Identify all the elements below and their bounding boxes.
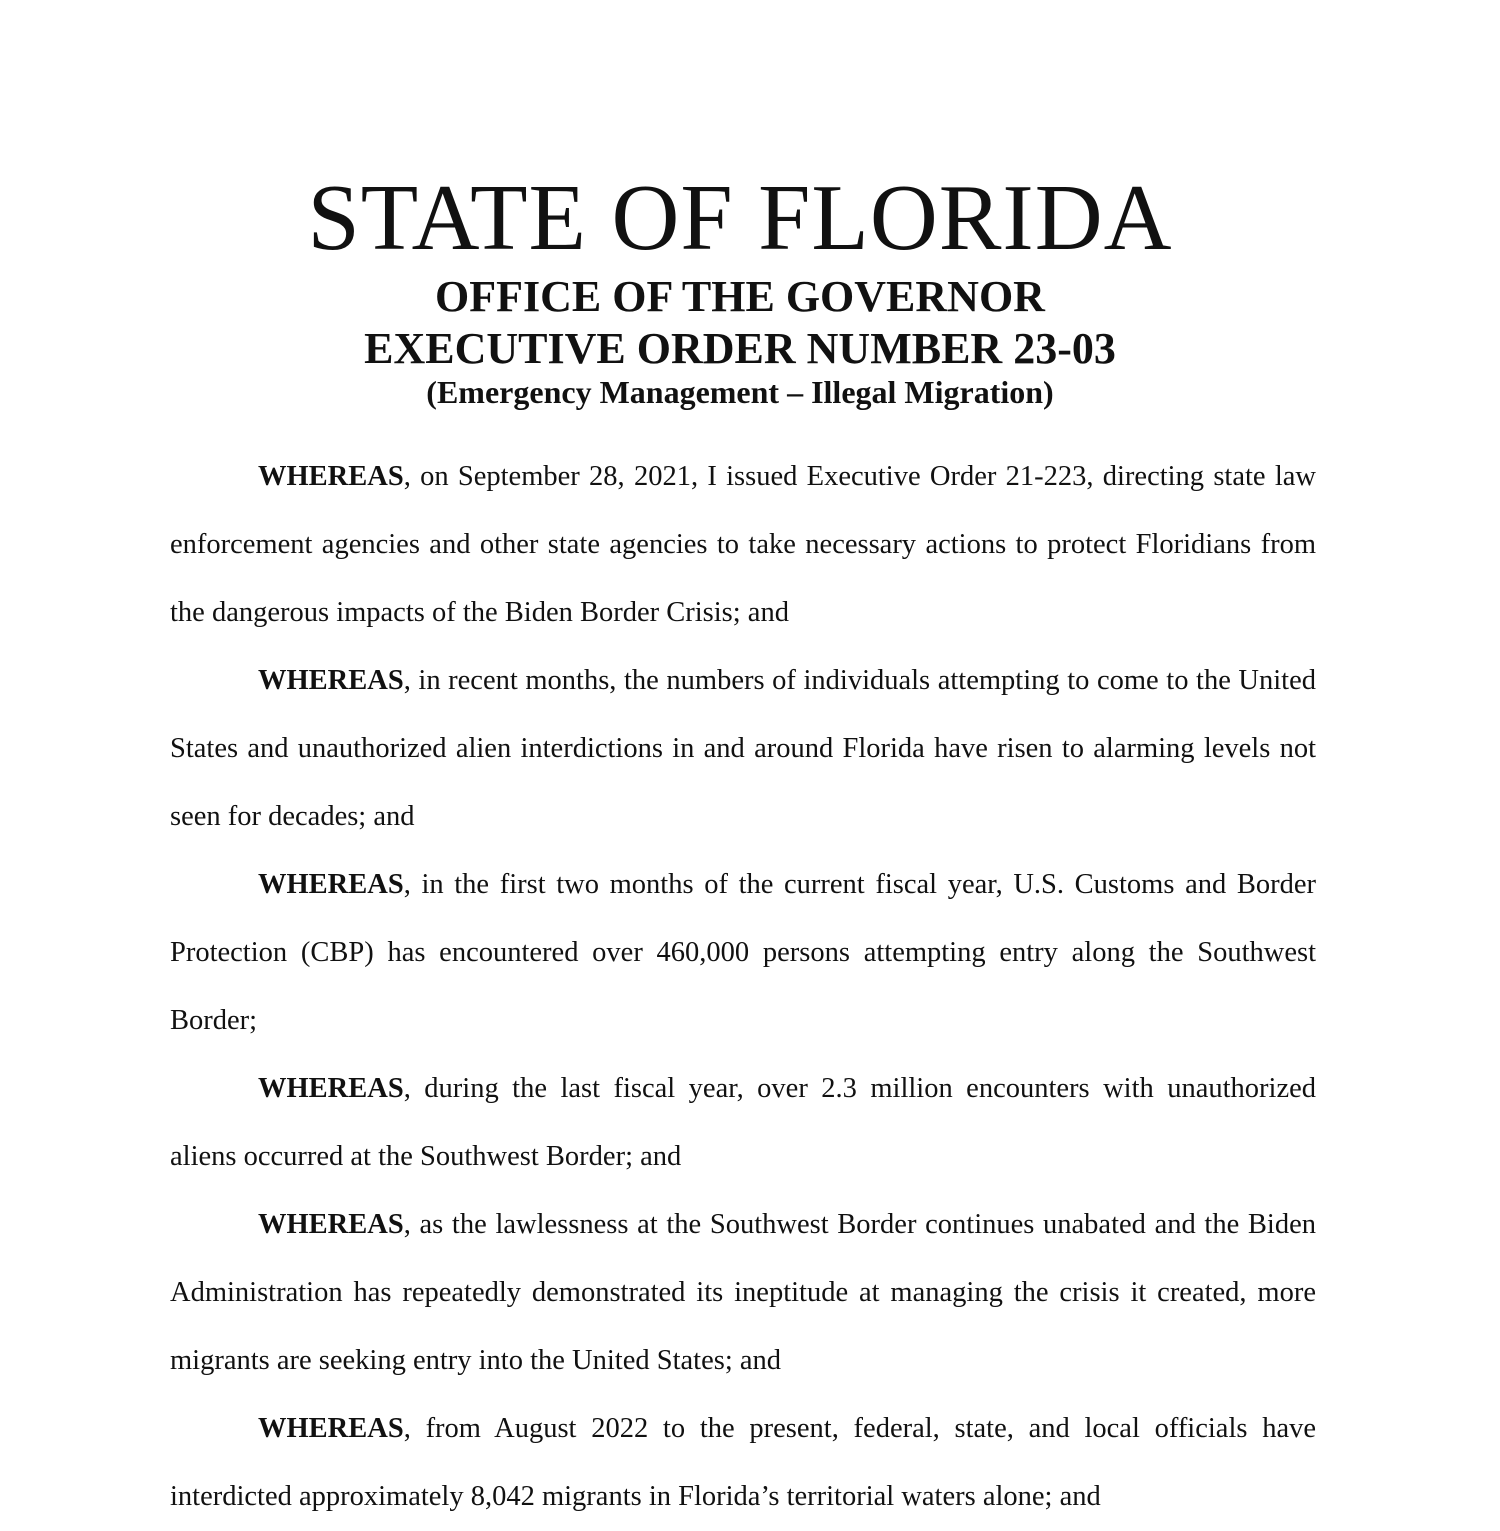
office-heading: OFFICE OF THE GOVERNOR: [435, 272, 1045, 321]
order-body: [170, 443, 1316, 1531]
whereas-label: WHEREAS: [258, 665, 404, 696]
order-number-heading: EXECUTIVE ORDER NUMBER 23-03: [364, 324, 1116, 373]
whereas-label: WHEREAS: [258, 869, 404, 900]
whereas-label: WHEREAS: [258, 1413, 404, 1444]
paragraph-text: , as the lawlessness at the Southwest Border continues unabated and the Biden Administration has repeatedly demonstrated its ineptitude at managing the crisis it created, more migrants are seeking entry into the United States; and: [170, 1209, 1316, 1376]
whereas-paragraph-3: [170, 851, 1316, 1055]
whereas-paragraph-2: [170, 647, 1316, 851]
paragraph-text: , in the first two months of the current fiscal year, U.S. Customs and Border Protection (CBP) has encountered over 460,000 persons attempting entry along the Southwest Border;: [170, 869, 1316, 1036]
whereas-paragraph-6: [170, 1395, 1316, 1531]
state-title: STATE OF FLORIDA: [307, 166, 1173, 270]
whereas-paragraph-1: [170, 443, 1316, 647]
whereas-paragraph-4: [170, 1055, 1316, 1191]
whereas-label: WHEREAS: [258, 1073, 404, 1104]
paragraph-text: , on September 28, 2021, I issued Executive Order 21-223, directing state law enforcement agencies and other state agencies to take necessary actions to protect Floridians from the dangerous impacts of the Biden Border Crisis; and: [170, 461, 1316, 628]
whereas-label: WHEREAS: [258, 1209, 404, 1240]
order-subject-heading: (Emergency Management – Illegal Migration): [426, 374, 1054, 410]
paragraph-text: , in recent months, the numbers of individuals attempting to come to the United States and unauthorized alien interdictions in and around Florida have risen to alarming levels not seen for decades; and: [170, 665, 1316, 832]
paragraph-text: , from August 2022 to the present, federal, state, and local officials have interdicted approximately 8,042 migrants in Florida’s territorial waters alone; and: [170, 1413, 1316, 1512]
whereas-label: WHEREAS: [258, 461, 404, 492]
whereas-paragraph-5: [170, 1191, 1316, 1395]
paragraph-text: , during the last fiscal year, over 2.3 million encounters with unauthorized aliens occurred at the Southwest Border; and: [170, 1073, 1316, 1172]
